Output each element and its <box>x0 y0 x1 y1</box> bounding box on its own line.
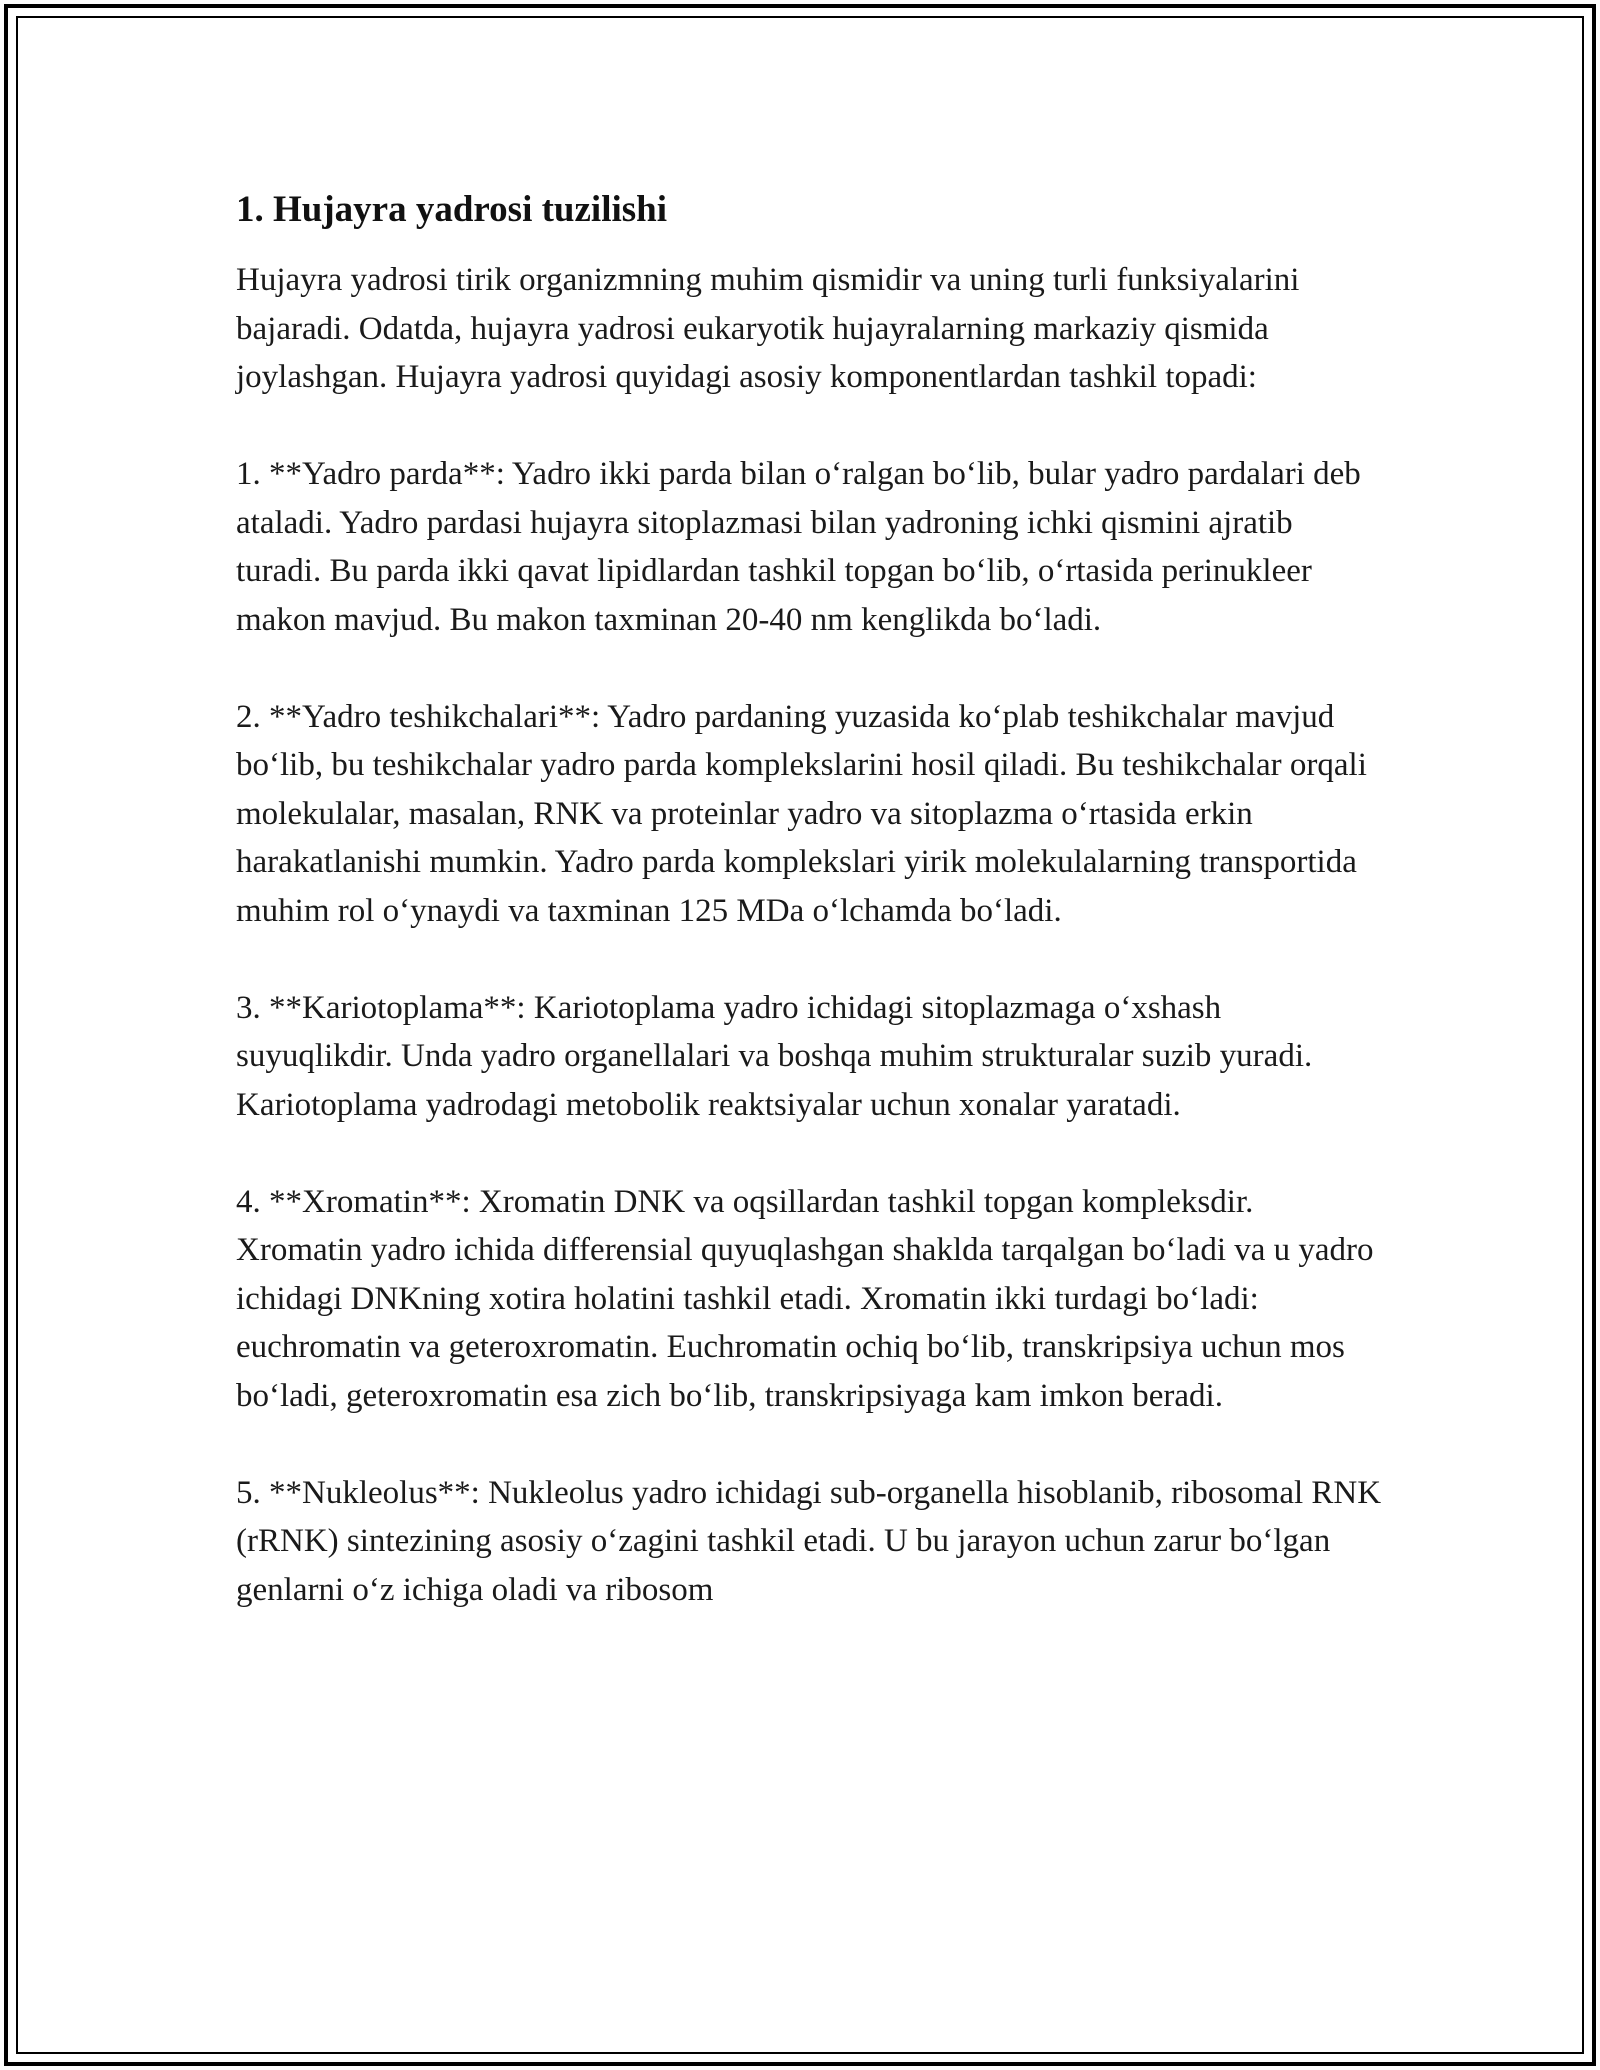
paragraph-yadro-parda: 1. **Yadro parda**: Yadro ikki parda bilan o‘ralgan bo‘lib, bular yadro pardalari deb ataladi. Yadro pardasi hujayra sitoplazmasi bilan yadroning ichki qismini ajratib turadi. Bu parda ikki qavat lipidlardan tashkil topgan bo‘lib, o‘rtasida perinukleer makon mavjud. Bu makon taxminan 20-40 nm kenglikda bo‘ladi. <box>236 456 1361 638</box>
paragraph-kariotoplama: 3. **Kariotoplama**: Kariotoplama yadro ichidagi sitoplazmaga o‘xshash suyuqlikdir. Unda yadro organellalari va boshqa muhim strukturalar suzib yuradi. Kariotoplama yadrodagi metobolik reaktsiyalar uchun xonalar yaratadi. <box>236 989 1313 1123</box>
intro-paragraph: Hujayra yadrosi tirik organizmning muhim qismidir va uning turli funksiyalarini bajaradi. Odatda, hujayra yadrosi eukaryotik hujayralarning markaziy qismida joylashgan. Hujayra yadrosi quyidagi asosiy komponentlardan tashkil topadi: <box>236 262 1300 395</box>
document-body <box>236 186 1386 1614</box>
paragraph-nukleolus: 5. **Nukleolus**: Nukleolus yadro ichidagi sub-organella hisoblanib, ribosomal RNK (rRNK) sintezining asosiy o‘zagini tashkil etadi. U bu jarayon uchun zarur bo‘lgan genlarni o‘z ichiga oladi va ribosom <box>236 1474 1382 1608</box>
paragraph-xromatin: 4. **Xromatin**: Xromatin DNK va oqsillardan tashkil topgan kompleksdir. Xromatin yadro ichida differensial quyuqlashgan shaklda tarqalgan bo‘ladi va u yadro ichidagi DNKning xotira holatini tashkil etadi. Xromatin ikki turdagi bo‘ladi: euchromatin va geteroxromatin. Euchromatin ochiq bo‘lib, transkripsiya uchun mos bo‘ladi, geteroxromatin esa zich bo‘lib, transkripsiyaga kam imkon beradi. <box>236 1183 1374 1414</box>
section-heading: 1. Hujayra yadrosi tuzilishi <box>236 189 668 230</box>
paragraph-yadro-teshikchalari: 2. **Yadro teshikchalari**: Yadro pardaning yuzasida ko‘plab teshikchalar mavjud bo‘lib, bu teshikchalar yadro parda komplekslarini hosil qiladi. Bu teshikchalar orqali molekulalar, masalan, RNK va proteinlar yadro va sitoplazma o‘rtasida erkin harakatlanishi mumkin. Yadro parda komplekslari yirik molekulalarning transportida muhim rol o‘ynaydi va taxminan 125 MDa o‘lchamda bo‘ladi. <box>236 698 1367 929</box>
